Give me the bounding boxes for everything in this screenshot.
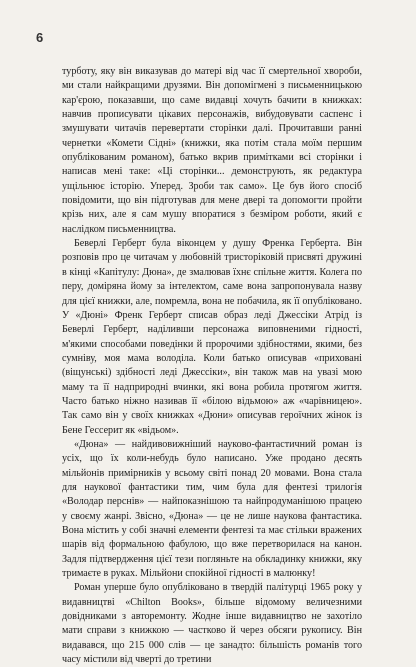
page-number: 6	[36, 30, 44, 45]
paragraph-3: «Дюна» — найдивовижніший науково-фантастичний роман із усіх, що їх коли-небудь було написано. Уже продано десять мільйонів примірників у всьому світі понад 20 мовами. Вона стала для наукової фантастики тим, чим була для фентезі трилогія «Володар перснів» — найпоказнішою та найпродуманішою працею у своєму жанрі. Звісно, «Дюна» — це не лише наукова фантастика. Вона містить у собі значні елементи фентезі та має стільки вражених шарів від формальною фабулою, що вже перетворилася на канон. Задля підтвердження цієї тези погляньте на обкладинку книжки, яку тримаєте в руках. Мільйони спокійної гідності в малюнку!	[62, 438, 362, 580]
paragraph-4: Роман уперше було опубліковано в твердій палітурці 1965 року у видавництві «Chilton Books», більше відомому величезними довідниками з авторемонту. Жодне інше видавництво не захотіло мати справи з книжкою — частково й через обсяги рукопису. Він видавався, що 215 000 слів — це занадто: більшість романів того часу містили від чверті до третини	[62, 582, 362, 666]
paragraph-2: Беверлі Герберт була віконцем у душу Френка Герберта. Він розповів про це читачам у любовній тристоріковій присвяті дружині в кінці «Капітулу: Дюна», де змалював їхнє спільне життя. Колега по перу, доміряна йому за інтелектом, саме вона запропонувала назву для цієї книжки, але, помремла, вона не побачила, як її опубліковано. У «Дюні» Френк Герберт списав образ леді Джессіки Атрід із Беверлі Герберт, наділивши персонажа виповненими гідності, м'якими способами поведінки й пророчими здібностями, якими, без сумніву, моя мама володіла. Коли батько описував «приховані (віщунські) здібності леді Джессіки», він також мав на увазі мою маму та її надприродні вчинки, які вона робила протягом життя. Часто батько ніжно називав її «білою відьмою» аж «чарівницею». Так само він у своїх книжках «Дюни» описував героїчних жінок із Бене Гессерит як «відьом».	[62, 238, 362, 436]
body-text	[62, 65, 362, 667]
paragraph-1: турботу, яку він виказував до матері від час її смертельної хвороби, ми стали найкращими друзями. Він допомігмені з письменницькою кар'єрою, показавши, що саме видавці хочуть бачити в книжках: навчив прописувати цікавих персонажів, вибудовувати саспенс і змушувати читачів перевертати сторінки далі. Прочитавши ранні чернетки «Комети Сідні» (книжки, яка потім стала моїм першим опублікованим романом), батько вкрив примітками всі сторінки і написав мені таке: «Ці сторінки... демонструють, як редактура ущільнює історію. Уперед. Зроби так само». Це був його спосіб повідомити, що він підготував для мене двері та допомогти пройти крізь них, але я сам мушу впоратися з безміром роботи, який є наслідком письменництва.	[62, 66, 362, 235]
